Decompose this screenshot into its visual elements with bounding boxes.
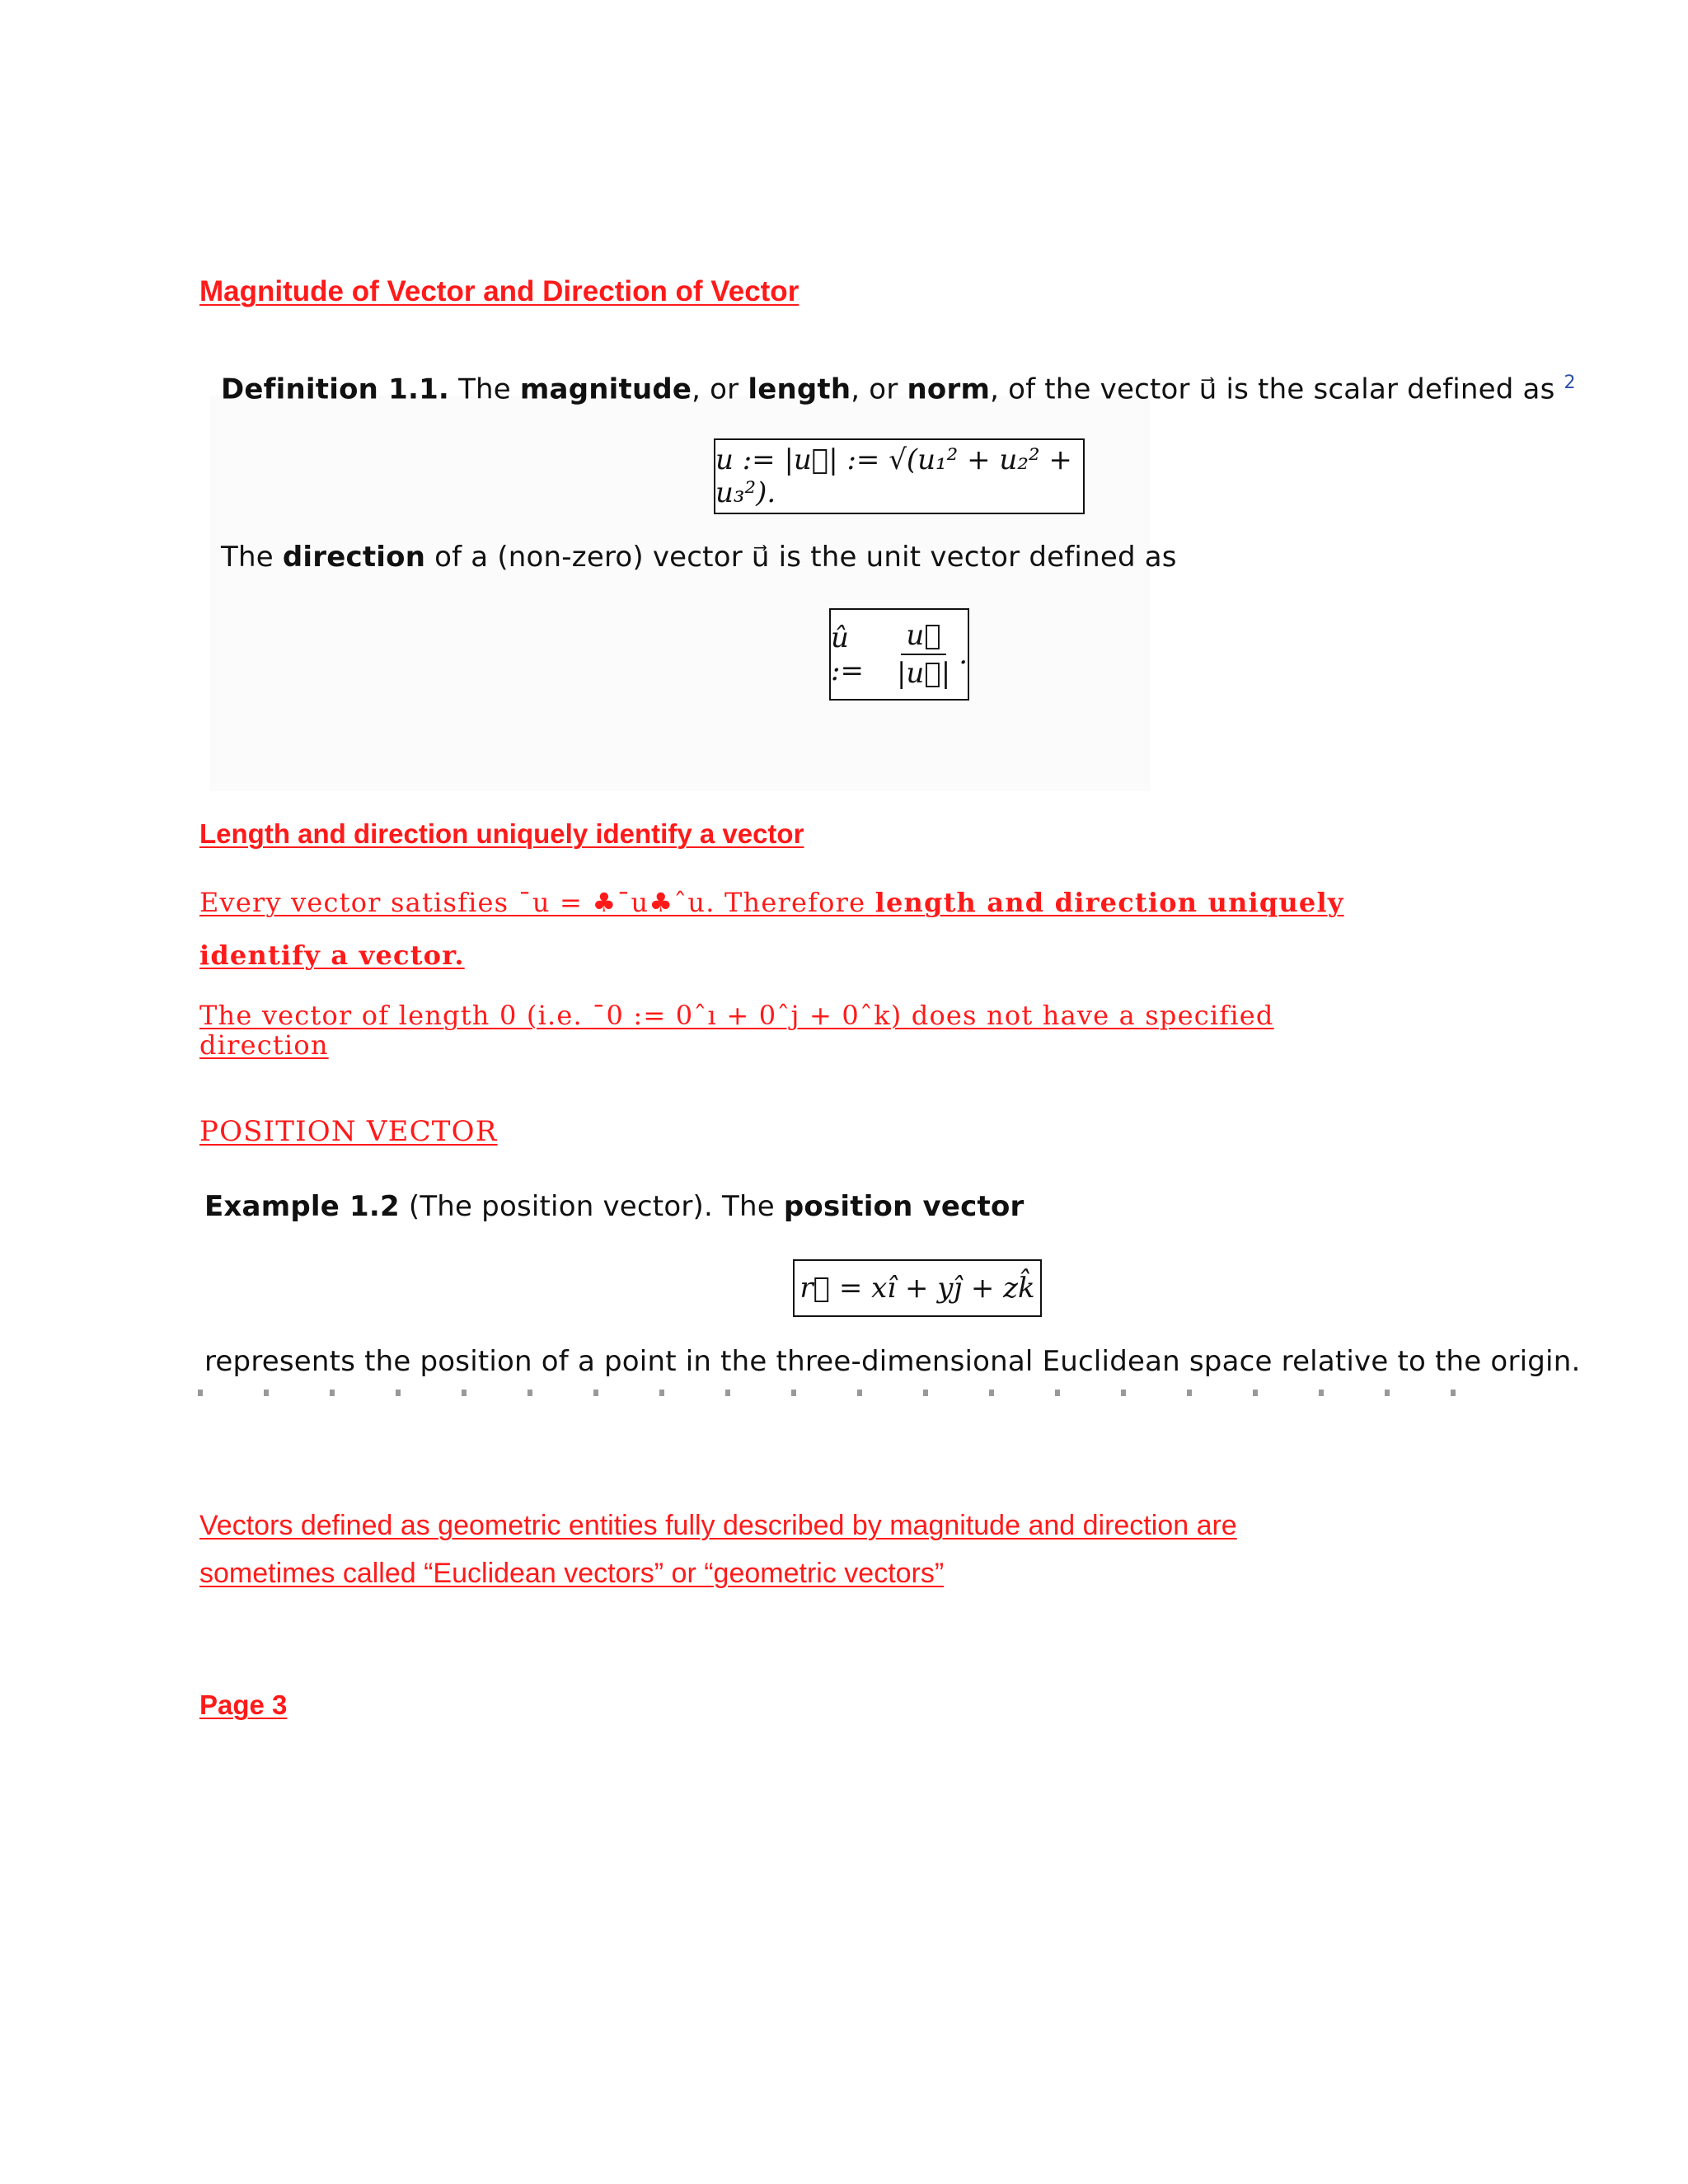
identity-line-1-bold: length and direction uniquely [874,887,1344,918]
represents-text: represents the position of a point in the three-dimensional Euclidean space relative to the origin. [204,1345,1581,1378]
example-text [204,1190,1025,1223]
section-heading-position-vector: POSITION VECTOR [199,1115,498,1148]
direction-fraction-denominator: |u⃗| [896,657,951,690]
magnitude-formula: u := |u⃗| := √(u₁² + u₂² + u₃²). [715,443,1072,509]
definition-label: Definition 1.1. [221,373,450,406]
euclidean-vectors-line-2: sometimes called “Euclidean vectors” or “geometric vectors” [199,1558,945,1589]
direction-fraction [892,619,955,690]
zero-vector-line-2: direction [199,1029,329,1061]
footnote-marker: 2 [1564,373,1576,393]
direction-text-part: The [221,541,274,574]
definition-text-part: , or [692,373,739,406]
term-position-vector: position vector [783,1190,1025,1223]
identity-line-2: identify a vector. [199,940,465,971]
cropped-text-line [198,1390,1484,1396]
definition-text-part: , or [851,373,898,406]
term-length: length [748,373,851,406]
direction-text-part: of a (non-zero) vector u⃗ is the unit vector defined as [434,541,1177,574]
section-heading-length-direction: Length and direction uniquely identify a vector [199,818,804,849]
definition-text-part: , of the vector u⃗ is the scalar defined as [990,373,1555,406]
direction-formula-box: û := $\frac{u⃗}{|u⃗|}$ . [829,608,969,701]
page-number: Page 3 [199,1690,288,1720]
euclidean-vectors-line-1: Vectors defined as geometric entities fully described by magnitude and direction are [199,1510,1237,1541]
definition-text-part: The [458,373,511,406]
section-heading-magnitude: Magnitude of Vector and Direction of Vector [199,275,799,307]
definition-text [221,373,1576,405]
position-vector-formula: r⃗ = xî + yĵ + zk̂ [799,1272,1035,1305]
example-label: Example 1.2 [204,1190,400,1223]
identity-line-1-text: Every vector satisfies ¯u = ♣¯u♣ˆu. Therefore [199,887,866,918]
direction-text [221,541,1177,574]
term-magnitude: magnitude [519,373,692,406]
identity-line-1 [199,887,1344,918]
position-vector-formula-box [793,1259,1042,1317]
zero-vector-line-1: The vector of length 0 (i.e. ¯0 := 0ˆı + 0ˆj + 0ˆk) does not have a specified [199,1000,1274,1031]
example-paren: (The position vector). [408,1190,713,1223]
direction-fraction-numerator: u⃗ [901,619,945,655]
direction-formula-lhs: û := [831,621,864,687]
term-norm: norm [907,373,991,406]
term-direction: direction [282,541,426,574]
example-text-part: The [722,1190,775,1223]
magnitude-formula-box [714,438,1085,514]
